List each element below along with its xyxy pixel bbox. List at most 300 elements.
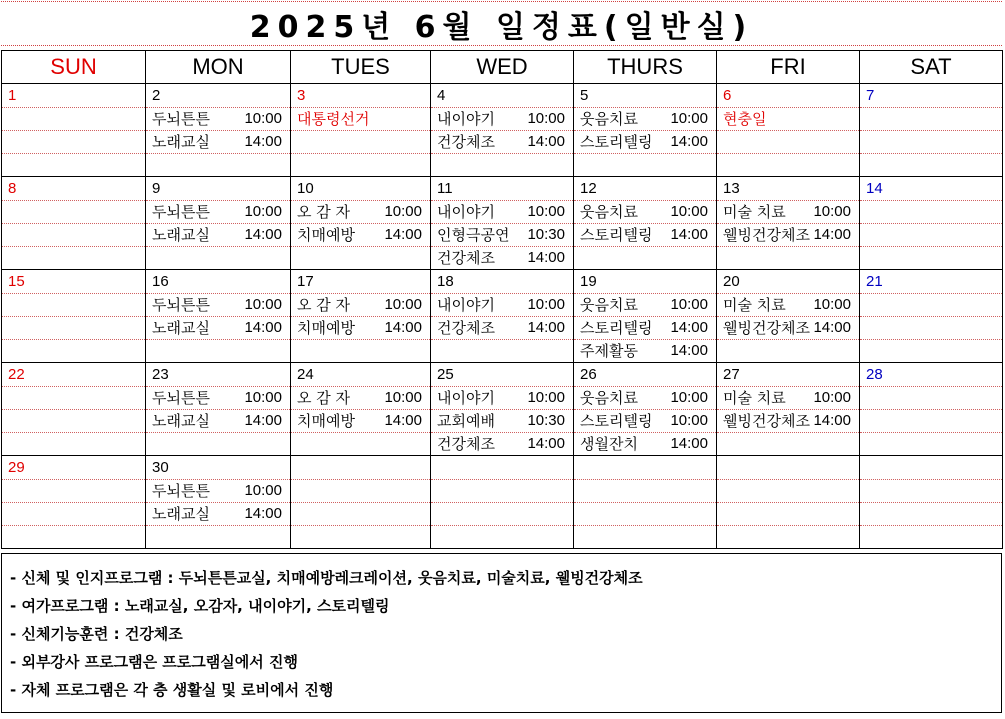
day-cell [717, 433, 860, 456]
day-cell [431, 154, 574, 177]
event-time: 10:00 [527, 389, 565, 406]
event-time: 10:00 [527, 203, 565, 220]
event-name: 노래교실 [152, 412, 210, 430]
week-event-row [2, 294, 1003, 317]
week-date-row [2, 270, 1003, 294]
event-item [431, 108, 573, 130]
date-number: 25 [437, 366, 454, 383]
day-cell [574, 480, 717, 503]
event-name: 내이야기 [437, 203, 495, 221]
date-number: 1 [8, 87, 17, 104]
date-number: 17 [297, 273, 314, 290]
event-item [431, 433, 573, 455]
event-item [291, 410, 430, 432]
date-number: 22 [8, 366, 25, 383]
event-time: 14:00 [244, 226, 282, 243]
week-event-row [2, 201, 1003, 224]
day-cell [291, 177, 431, 201]
week-event-row [2, 526, 1003, 549]
day-cell [717, 247, 860, 270]
day-cell [291, 503, 431, 526]
date-number [291, 459, 297, 476]
day-cell [574, 410, 717, 433]
day-cell [574, 503, 717, 526]
event-time: 14:00 [384, 412, 422, 429]
event-name: 교회예배 [437, 412, 495, 430]
event-item [717, 410, 859, 432]
event-name: 두뇌튼튼 [152, 110, 210, 128]
day-cell [291, 84, 431, 108]
day-cell [860, 201, 1003, 224]
date-number: 5 [580, 87, 589, 104]
event-item [146, 294, 290, 316]
event-name: 오 감 자 [297, 296, 351, 314]
event-name: 오 감 자 [297, 389, 351, 407]
day-cell [717, 340, 860, 363]
event-item [574, 131, 716, 153]
event-name: 생월잔치 [580, 435, 638, 453]
day-cell [717, 503, 860, 526]
day-cell [146, 526, 291, 549]
event-time: 10:00 [244, 110, 282, 127]
weekday-header-sat: SAT [860, 51, 1003, 84]
week-event-row [2, 340, 1003, 363]
event-item [431, 387, 573, 409]
day-cell [291, 247, 431, 270]
event-item [717, 108, 859, 130]
day-cell [2, 363, 146, 387]
day-cell [574, 456, 717, 480]
day-cell [146, 503, 291, 526]
day-cell [717, 201, 860, 224]
event-time: 14:00 [527, 319, 565, 336]
event-time: 10:00 [244, 203, 282, 220]
event-item [574, 317, 716, 339]
event-time: 10:00 [527, 110, 565, 127]
event-item [146, 131, 290, 153]
event-time: 10:00 [813, 296, 851, 313]
event-item [717, 387, 859, 409]
event-item [574, 108, 716, 130]
week-event-row [2, 317, 1003, 340]
day-cell [431, 480, 574, 503]
week-date-row [2, 177, 1003, 201]
date-number: 30 [152, 459, 169, 476]
note-line: - 외부강사 프로그램은 프로그램실에서 진행 [10, 653, 298, 671]
week-event-row [2, 154, 1003, 177]
event-name: 내이야기 [437, 389, 495, 407]
event-item [717, 201, 859, 223]
day-cell [291, 480, 431, 503]
day-cell [717, 154, 860, 177]
event-name: 스토리텔링 [580, 412, 653, 430]
day-cell [2, 247, 146, 270]
event-item [574, 224, 716, 246]
event-time: 14:00 [813, 412, 851, 429]
day-cell [2, 456, 146, 480]
day-cell [574, 177, 717, 201]
day-cell [2, 433, 146, 456]
date-number: 14 [866, 180, 883, 197]
event-time: 14:00 [244, 319, 282, 336]
event-item [146, 503, 290, 525]
date-number: 15 [8, 273, 25, 290]
day-cell [860, 131, 1003, 154]
date-number [860, 459, 866, 476]
day-cell [146, 247, 291, 270]
day-cell [431, 410, 574, 433]
date-number [431, 459, 437, 476]
day-cell [291, 317, 431, 340]
event-time: 14:00 [670, 342, 708, 359]
day-cell [291, 154, 431, 177]
event-name: 현충일 [723, 110, 767, 128]
day-cell [2, 201, 146, 224]
week-event-row [2, 247, 1003, 270]
date-number: 26 [580, 366, 597, 383]
day-cell [2, 526, 146, 549]
day-cell [2, 340, 146, 363]
day-cell [717, 224, 860, 247]
day-cell [860, 270, 1003, 294]
day-cell [717, 456, 860, 480]
event-time: 10:00 [384, 296, 422, 313]
week-date-row [2, 456, 1003, 480]
calendar-table [1, 50, 1003, 549]
day-cell [574, 224, 717, 247]
event-time: 14:00 [527, 249, 565, 266]
event-time: 10:00 [244, 296, 282, 313]
day-cell [146, 363, 291, 387]
event-item [717, 224, 859, 246]
event-item [431, 201, 573, 223]
event-time: 14:00 [384, 319, 422, 336]
event-name: 노래교실 [152, 319, 210, 337]
event-item [146, 410, 290, 432]
event-time: 14:00 [670, 319, 708, 336]
day-cell [574, 317, 717, 340]
event-name: 미술 치료 [723, 389, 786, 407]
event-name: 웃음치료 [580, 296, 638, 314]
day-cell [717, 294, 860, 317]
day-cell [574, 363, 717, 387]
date-number: 8 [8, 180, 17, 197]
event-time: 14:00 [244, 505, 282, 522]
weekday-header-fri: FRI [717, 51, 860, 84]
day-cell [860, 480, 1003, 503]
event-item [146, 480, 290, 502]
event-name: 노래교실 [152, 133, 210, 151]
week-event-row [2, 410, 1003, 433]
event-name: 스토리텔링 [580, 133, 653, 151]
event-time: 14:00 [670, 226, 708, 243]
day-cell [2, 108, 146, 131]
day-cell [2, 294, 146, 317]
event-name: 미술 치료 [723, 296, 786, 314]
event-item [431, 224, 573, 246]
date-number: 6 [723, 87, 732, 104]
day-cell [146, 433, 291, 456]
day-cell [717, 131, 860, 154]
event-name: 내이야기 [437, 296, 495, 314]
day-cell [860, 224, 1003, 247]
day-cell [291, 201, 431, 224]
event-item [574, 294, 716, 316]
event-item [431, 294, 573, 316]
date-number: 28 [866, 366, 883, 383]
calendar-body [2, 84, 1003, 549]
date-number: 2 [152, 87, 161, 104]
event-item [431, 247, 573, 269]
day-cell [717, 108, 860, 131]
event-name: 두뇌튼튼 [152, 203, 210, 221]
event-time: 14:00 [244, 412, 282, 429]
day-cell [860, 247, 1003, 270]
day-cell [717, 387, 860, 410]
event-name: 미술 치료 [723, 203, 786, 221]
day-cell [717, 84, 860, 108]
day-cell [574, 270, 717, 294]
event-name: 대통령선거 [297, 110, 370, 128]
event-time: 10:00 [813, 203, 851, 220]
date-number: 23 [152, 366, 169, 383]
event-time: 10:00 [384, 389, 422, 406]
day-cell [291, 224, 431, 247]
event-item [574, 410, 716, 432]
date-number: 12 [580, 180, 597, 197]
event-item [146, 201, 290, 223]
day-cell [291, 294, 431, 317]
event-item [146, 224, 290, 246]
page-title: 2025년 6월 일정표(일반실) [249, 9, 754, 45]
event-time: 14:00 [813, 319, 851, 336]
event-item [574, 340, 716, 362]
day-cell [717, 317, 860, 340]
day-cell [574, 526, 717, 549]
day-cell [291, 270, 431, 294]
day-cell [291, 363, 431, 387]
day-cell [431, 270, 574, 294]
weekday-header-sun: SUN [2, 51, 146, 84]
event-name: 두뇌튼튼 [152, 482, 210, 500]
event-name: 노래교실 [152, 226, 210, 244]
day-cell [291, 131, 431, 154]
day-cell [860, 363, 1003, 387]
day-cell [574, 108, 717, 131]
event-time: 10:00 [813, 389, 851, 406]
day-cell [431, 131, 574, 154]
day-cell [717, 410, 860, 433]
event-item [574, 201, 716, 223]
day-cell [431, 84, 574, 108]
event-time: 14:00 [527, 133, 565, 150]
day-cell [860, 84, 1003, 108]
day-cell [860, 410, 1003, 433]
event-item [291, 387, 430, 409]
day-cell [291, 340, 431, 363]
event-name: 오 감 자 [297, 203, 351, 221]
event-name: 건강체조 [437, 249, 495, 267]
day-cell [146, 410, 291, 433]
date-number: 9 [152, 180, 161, 197]
day-cell [860, 387, 1003, 410]
day-cell [146, 108, 291, 131]
week-date-row [2, 363, 1003, 387]
event-item [431, 131, 573, 153]
day-cell [860, 433, 1003, 456]
day-cell [146, 177, 291, 201]
event-time: 14:00 [244, 133, 282, 150]
event-time: 10:00 [670, 389, 708, 406]
day-cell [574, 131, 717, 154]
day-cell [717, 177, 860, 201]
note-line: - 신체 및 인지프로그램 : 두뇌튼튼교실, 치매예방레크레이션, 웃음치료, 미술치료, 웰빙건강체조 [10, 569, 643, 587]
date-number: 20 [723, 273, 740, 290]
event-time: 10:00 [670, 296, 708, 313]
week-event-row [2, 131, 1003, 154]
event-name: 두뇌튼튼 [152, 389, 210, 407]
day-cell [146, 294, 291, 317]
day-cell [431, 201, 574, 224]
day-cell [2, 317, 146, 340]
day-cell [860, 177, 1003, 201]
day-cell [431, 340, 574, 363]
day-cell [431, 108, 574, 131]
day-cell [146, 340, 291, 363]
event-name: 두뇌튼튼 [152, 296, 210, 314]
week-event-row [2, 387, 1003, 410]
date-number: 10 [297, 180, 314, 197]
day-cell [431, 247, 574, 270]
date-number [717, 459, 723, 476]
event-name: 웰빙건강체조 [723, 412, 810, 430]
day-cell [717, 480, 860, 503]
event-name: 웃음치료 [580, 203, 638, 221]
event-time: 10:00 [670, 412, 708, 429]
event-time: 14:00 [384, 226, 422, 243]
event-item [291, 317, 430, 339]
week-date-row [2, 84, 1003, 108]
event-name: 노래교실 [152, 505, 210, 523]
date-number: 3 [297, 87, 306, 104]
date-number: 11 [437, 180, 453, 197]
notes-box [1, 553, 1002, 713]
event-time: 10:00 [670, 110, 708, 127]
day-cell [860, 294, 1003, 317]
day-cell [431, 456, 574, 480]
date-number: 29 [8, 459, 25, 476]
day-cell [146, 387, 291, 410]
day-cell [860, 526, 1003, 549]
day-cell [431, 503, 574, 526]
event-time: 10:00 [670, 203, 708, 220]
event-item [574, 387, 716, 409]
date-number [574, 459, 580, 476]
day-cell [574, 340, 717, 363]
event-time: 10:00 [244, 389, 282, 406]
week-event-row [2, 503, 1003, 526]
day-cell [2, 387, 146, 410]
day-cell [860, 340, 1003, 363]
event-name: 건강체조 [437, 319, 495, 337]
day-cell [146, 480, 291, 503]
event-name: 인형극공연 [437, 226, 510, 244]
event-item [431, 317, 573, 339]
event-item [146, 317, 290, 339]
event-name: 웃음치료 [580, 389, 638, 407]
event-item [291, 108, 430, 130]
day-cell [574, 387, 717, 410]
weekday-header-row [2, 51, 1003, 84]
day-cell [2, 131, 146, 154]
week-event-row [2, 433, 1003, 456]
event-item [717, 317, 859, 339]
event-item [431, 410, 573, 432]
day-cell [291, 433, 431, 456]
day-cell [717, 363, 860, 387]
event-time: 10:00 [527, 296, 565, 313]
event-name: 주제활동 [580, 342, 638, 360]
day-cell [146, 131, 291, 154]
event-time: 14:00 [813, 226, 851, 243]
day-cell [2, 410, 146, 433]
event-item [146, 387, 290, 409]
weekday-header-wed: WED [431, 51, 574, 84]
day-cell [860, 317, 1003, 340]
day-cell [2, 154, 146, 177]
weekday-header-thurs: THURS [574, 51, 717, 84]
week-event-row [2, 224, 1003, 247]
day-cell [860, 108, 1003, 131]
event-name: 웃음치료 [580, 110, 638, 128]
day-cell [431, 294, 574, 317]
date-number: 4 [437, 87, 446, 104]
day-cell [574, 201, 717, 224]
day-cell [717, 270, 860, 294]
event-time: 10:30 [527, 412, 565, 429]
day-cell [146, 154, 291, 177]
day-cell [431, 363, 574, 387]
date-number: 24 [297, 366, 314, 383]
event-name: 치매예방 [297, 412, 355, 430]
day-cell [146, 317, 291, 340]
day-cell [291, 526, 431, 549]
weekday-header-mon: MON [146, 51, 291, 84]
day-cell [2, 177, 146, 201]
day-cell [717, 526, 860, 549]
event-name: 웰빙건강체조 [723, 226, 810, 244]
week-event-row [2, 108, 1003, 131]
note-line: - 신체기능훈련 : 건강체조 [10, 625, 183, 643]
event-name: 치매예방 [297, 319, 355, 337]
day-cell [574, 84, 717, 108]
day-cell [291, 456, 431, 480]
day-cell [2, 224, 146, 247]
day-cell [860, 154, 1003, 177]
day-cell [2, 480, 146, 503]
event-name: 웰빙건강체조 [723, 319, 810, 337]
day-cell [291, 410, 431, 433]
event-time: 10:00 [244, 482, 282, 499]
day-cell [574, 294, 717, 317]
day-cell [2, 503, 146, 526]
event-time: 14:00 [527, 435, 565, 452]
event-time: 14:00 [670, 133, 708, 150]
event-item [717, 294, 859, 316]
event-item [291, 201, 430, 223]
day-cell [574, 433, 717, 456]
date-number: 16 [152, 273, 169, 290]
